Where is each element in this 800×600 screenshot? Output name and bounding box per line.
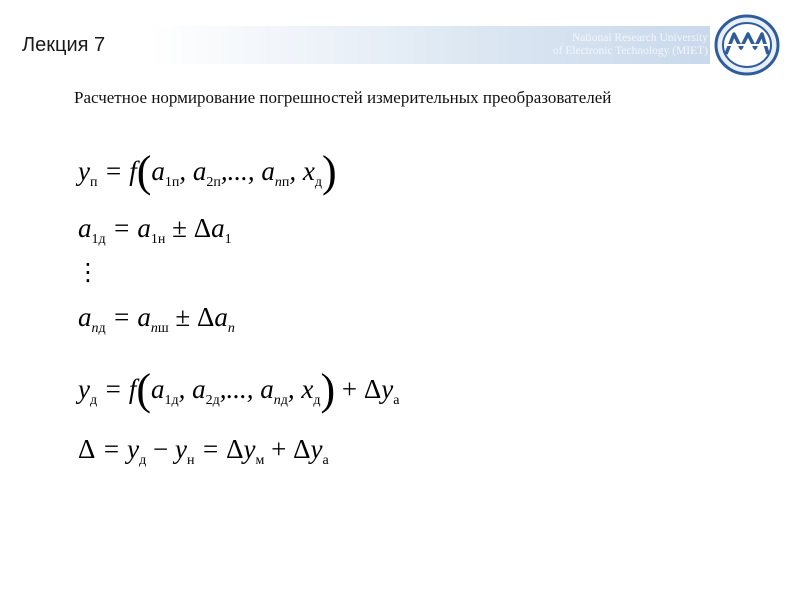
miet-logo-icon (714, 14, 780, 76)
lecture-label: Лекция 7 (22, 34, 106, 56)
equation-1: $y_п = f(a_{1п}$, $a_{2п}$,..., $a_{nп}$, $x_д$) (78, 147, 337, 196)
slide-title: Расчетное нормирование погрешностей измерительных преобразователей (74, 88, 612, 107)
university-line-1: National Research University (571, 32, 708, 44)
university-line-2: of Electronic Technology (MIET) (552, 45, 708, 57)
placeholder-glyph: ⋮ (76, 258, 100, 286)
equation-4: $y_д = f(a_{1д}$, $a_{2д}$,..., $a_{nд}$, $x_д) + \Delta y_а$ (78, 365, 400, 414)
equation-5: $\Delta = y_д - y_н = \Delta y_м + \Delta y_а$ (78, 434, 329, 468)
equation-2: $a_{1д} = a_{1н} \pm \Delta a_1$ (78, 213, 232, 247)
university-name (553, 32, 708, 58)
equation-3: $a_{nд} = a_{nш} \pm \Delta a_n$ (78, 302, 235, 336)
